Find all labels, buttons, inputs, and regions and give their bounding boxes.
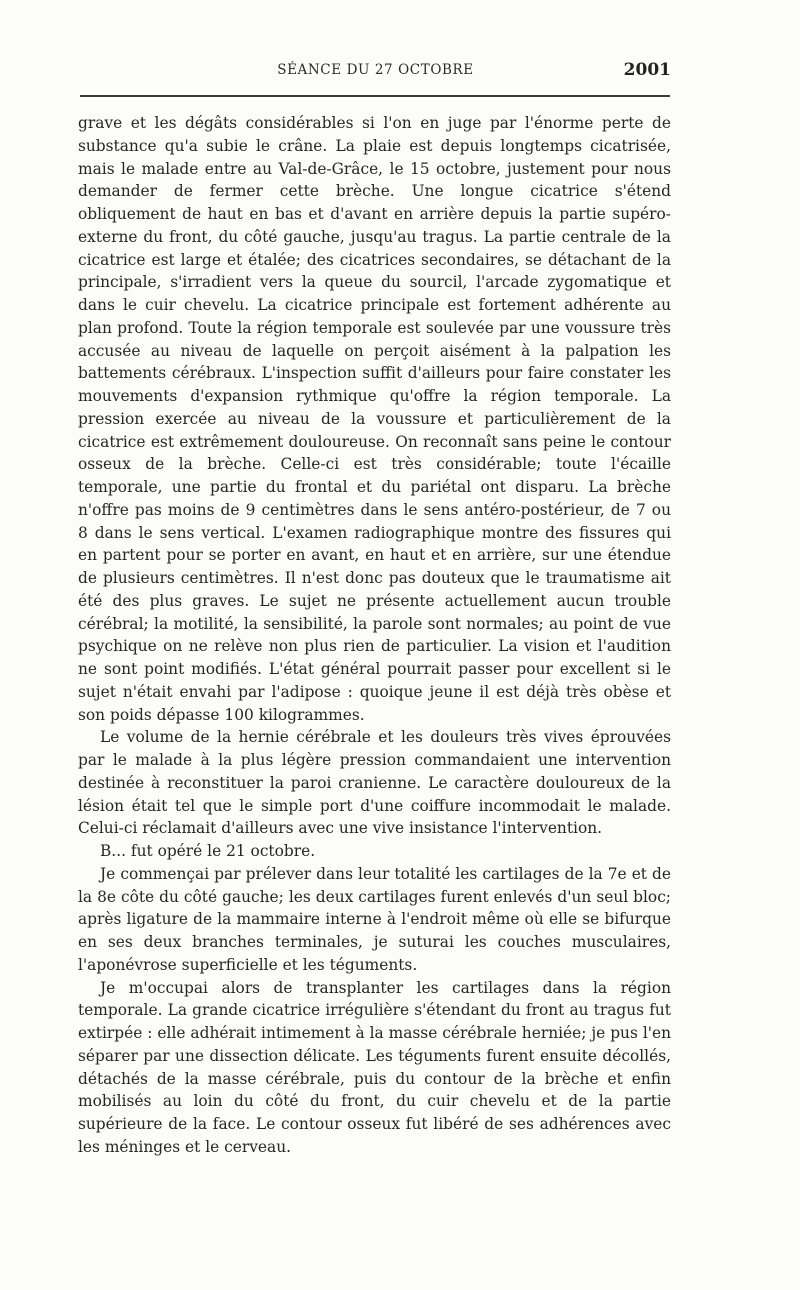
page-number: 2001: [623, 60, 671, 80]
header-rule: [80, 95, 670, 97]
paragraph-3: B... fut opéré le 21 octobre.: [100, 842, 316, 860]
paragraph-2: Le volume de la hernie cérébrale et les douleurs très vives éprouvées par le malade à la plus légère pression commandaient une intervention destinée à reconstituer la paroi cranienne. Le caractère douloureux de la lésion était tel que le simple port d'une coiffure incommodait le malade. Celui-ci réclamait d'ailleurs avec une vive insistance l'intervention.: [78, 728, 671, 838]
paragraph-4: Je commençai par prélever dans leur totalité les cartilages de la 7e et de la 8e côte du côté gauche; les deux cartilages furent enlevés d'un seul bloc; après ligature de la mammaire interne à l'endroit même où elle se bifurque en ses deux branches terminales, je suturai les couches musculaires, l'aponévrose superficielle et les téguments.: [78, 864, 671, 974]
paragraph-1: grave et les dégâts considérables si l'on en juge par l'énorme perte de substance qu'a subie le crâne. La plaie est depuis longtemps cicatrisée, mais le malade entre au Val-de-Grâce, le 15 octobre, justement pour nous demander de fermer cette brèche. Une longue cicatrice s'étend obliquement de haut en bas et d'avant en arrière depuis la partie supéro-externe du front, du côté gauche, jusqu'au tragus. La partie centrale de la cicatrice est large et étalée; des cicatrices secondaires, se détachant de la principale, s'irradient vers la queue du sourcil, l'arcade zygomatique et dans le cuir chevelu. La cicatrice principale est fortement adhérente au plan profond. Toute la région temporale est soulevée par une voussure très accusée au niveau de laquelle on perçoit aisément à la palpation les battements cérébraux. L'inspection suffit d'ailleurs pour faire constater les mouvements d'expansion rythmique qu'offre la région temporale. La pression exercée au niveau de la voussure et particulièrement de la cicatrice est extrêmement douloureuse. On reconnaît sans peine le contour osseux de la brèche. Celle-ci est très considérable; toute l'écaille temporale, une partie du frontal et du pariétal ont disparu. La brèche n'offre pas moins de 9 centimètres dans le sens antéro-postérieur, de 7 ou 8 dans le sens vertical. L'examen radiographique montre des fissures qui en partent pour se porter en avant, en haut et en arrière, sur une étendue de plusieurs centimètres. Il n'est donc pas douteux que le traumatisme ait été des plus graves. Le sujet ne présente actuellement aucun trouble cérébral; la motilité, la sensibilité, la parole sont normales; au point de vue psychique on ne relève non plus rien de particulier. La vision et l'audition ne sont point modifiés. L'état général pourrait passer pour excellent si le sujet n'était envahi par l'adipose : quoique jeune il est déjà très obèse et son poids dépasse 100 kilogrammes.: [78, 114, 671, 724]
running-title: SÉANCE DU 27 OCTOBRE: [277, 62, 474, 78]
paragraph-5: Je m'occupai alors de transplanter les cartilages dans la région temporale. La grande cicatrice irrégulière s'étendant du front au tragus fut extirpée : elle adhérait intimement à la masse cérébrale herniée; je pus l'en séparer par une dissection délicate. Les téguments furent ensuite décollés, détachés de la masse cérébrale, puis du contour de la brèche et enfin mobilisés au loin du côté du front, du cuir chevelu et de la partie supérieure de la face. Le contour osseux fut libéré de ses adhérences avec les méninges et le cerveau.: [78, 978, 671, 1156]
running-head: [78, 60, 673, 84]
body-text: [78, 112, 671, 1159]
